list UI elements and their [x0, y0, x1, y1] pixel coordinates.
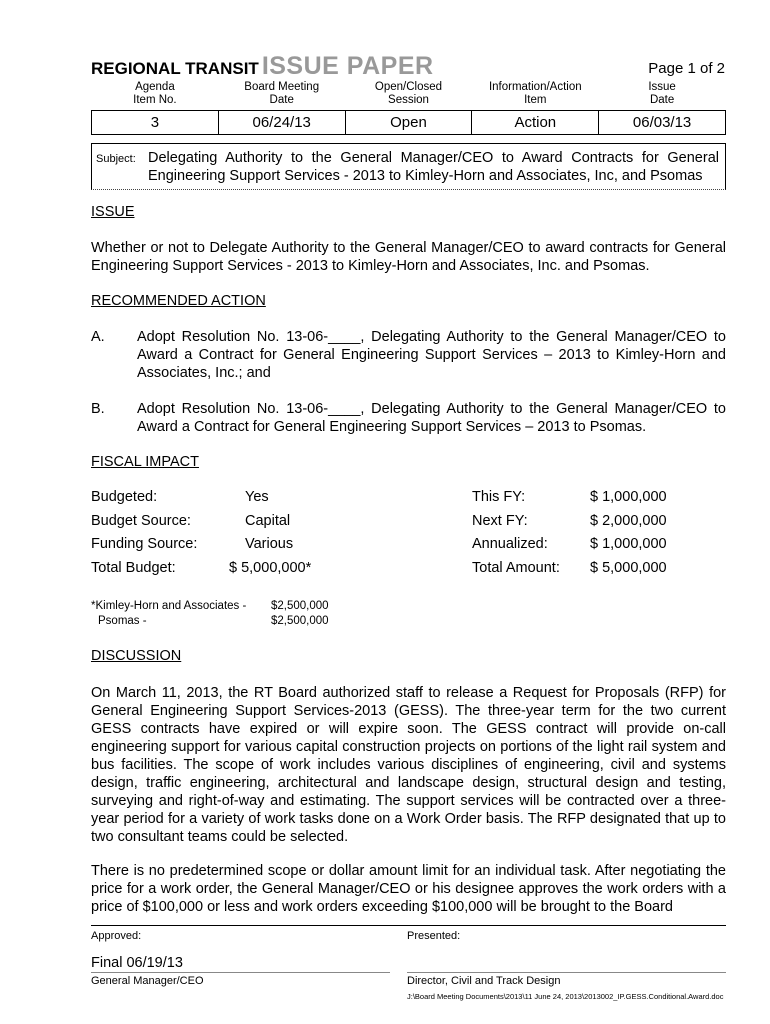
action-item-text: Adopt Resolution No. 13-06-____, Delegating Authority to the General Manager/CEO to Award a Contract for General Engineering Support Services – 2013 to Psomas.: [137, 401, 726, 435]
fiscal-value-funding-source: Various: [245, 536, 294, 552]
fiscal-value-annualized: $ 1,000,000: [590, 536, 667, 552]
action-item-text: Adopt Resolution No. 13-06-____, Delegating Authority to the General Manager/CEO to Award a Contract for General Engineering Support Services – 2013 to Kimley-Horn and Associates, Inc.; and: [137, 329, 726, 381]
fiscal-label-annualized: Annualized:: [472, 536, 548, 552]
action-item-letter: A.: [91, 329, 105, 345]
footer-divider: [91, 925, 726, 926]
agenda-item-no: 3: [92, 111, 219, 135]
meta-header-meeting-date: Board Meeting Date: [218, 79, 345, 111]
fiscal-label-budget-source: Budget Source:: [91, 513, 191, 529]
discussion-paragraph: On March 11, 2013, the RT Board authorized staff to release a Request for Proposals (RFP) for General Engineering Support Services-2013 (GESS). The three-year term for the two current GESS contracts have expired or will expire soon. The GESS contract will provide on-call engineering support for various capital construction projects on portions of the light rail system and bus facilities. The scope of work includes various disciplines of engineering, civil and systems design, traffic engineering, architectural and landscape design, structural design and testing, surveying and right-of-way and estimating. The support services will be contracted over a three-year period for a variety of work tasks done on a Work Order basis. The RFP designated that up to two consultant teams could be selected.: [91, 685, 726, 845]
fiscal-value-budgeted: Yes: [245, 489, 269, 505]
approved-label: Approved:: [91, 930, 142, 942]
footnote-value-kimley-horn: $2,500,000: [271, 600, 329, 612]
fiscal-label-next-fy: Next FY:: [472, 513, 528, 529]
meta-header-issue-date: Issue Date: [599, 79, 726, 111]
meta-header-session: Open/Closed Session: [345, 79, 472, 111]
final-date: Final 06/19/13: [91, 955, 183, 971]
issue-heading: ISSUE: [91, 204, 135, 220]
recommended-action-heading: RECOMMENDED ACTION: [91, 293, 266, 309]
action-item-b: [91, 400, 726, 436]
item-type: Action: [472, 111, 599, 135]
fiscal-value-total-budget: $ 5,000,000*: [229, 560, 312, 576]
fiscal-label-funding-source: Funding Source:: [91, 536, 198, 552]
file-path: J:\Board Meeting Documents\2013\11 June 24, 2013\2013002_IP.GESS.Conditional.Award.doc: [407, 992, 724, 1001]
subject-text: Delegating Authority to the General Manager/CEO to Award Contracts for General Engineering Support Services - 2013 to Kimley-Horn and Associates, Inc, and Psomas: [148, 150, 719, 184]
page-number: Page 1 of 2: [648, 60, 725, 77]
document-title: [91, 52, 434, 81]
presenter-title: Director, Civil and Track Design: [407, 975, 561, 987]
fiscal-label-total-budget: Total Budget:: [91, 560, 176, 576]
doc-type: ISSUE PAPER: [261, 52, 434, 80]
action-item-letter: B.: [91, 401, 105, 417]
board-meeting-date: 06/24/13: [218, 111, 345, 135]
meta-header-agenda: Agenda Item No.: [92, 79, 219, 111]
issue-text: Whether or not to Delegate Authority to the General Manager/CEO to award contracts for General Engineering Support Services - 2013 to Kimley-Horn and Associates, Inc. and Psomas.: [91, 240, 726, 274]
discussion-paragraph: There is no predetermined scope or dollar amount limit for an individual task. After negotiating the price for a work order, the General Manager/CEO or his designee approves the work orders with a price of $100,000 or less and work orders exceeding $100,000 will be brought to the Board: [91, 863, 726, 915]
discussion-heading: DISCUSSION: [91, 648, 182, 664]
fiscal-label-this-fy: This FY:: [472, 489, 526, 505]
footnote-label-kimley-horn: *Kimley-Horn and Associates -: [91, 600, 247, 612]
meta-header-info-action: Information/Action Item: [472, 79, 599, 111]
fiscal-label-total-amount: Total Amount:: [472, 560, 560, 576]
session-type: Open: [345, 111, 472, 135]
fiscal-label-budgeted: Budgeted:: [91, 489, 158, 505]
action-item-a: [91, 328, 726, 382]
org-name: REGIONAL TRANSIT: [91, 59, 259, 78]
presenter-signature-line: [407, 972, 726, 973]
issue-date: 06/03/13: [599, 111, 726, 135]
approver-signature-line: [91, 972, 390, 973]
subject-label: Subject:: [96, 153, 136, 165]
fiscal-value-total-amount: $ 5,000,000: [590, 560, 667, 576]
meta-table: [91, 79, 726, 135]
fiscal-value-next-fy: $ 2,000,000: [590, 513, 667, 529]
subject-box: [91, 143, 726, 190]
fiscal-value-this-fy: $ 1,000,000: [590, 489, 667, 505]
footnote-value-psomas: $2,500,000: [271, 615, 329, 627]
footnote-label-psomas: Psomas -: [98, 615, 147, 627]
presented-label: Presented:: [407, 930, 461, 942]
approver-title: General Manager/CEO: [91, 975, 204, 987]
fiscal-value-budget-source: Capital: [245, 513, 291, 529]
fiscal-impact-heading: FISCAL IMPACT: [91, 454, 199, 470]
